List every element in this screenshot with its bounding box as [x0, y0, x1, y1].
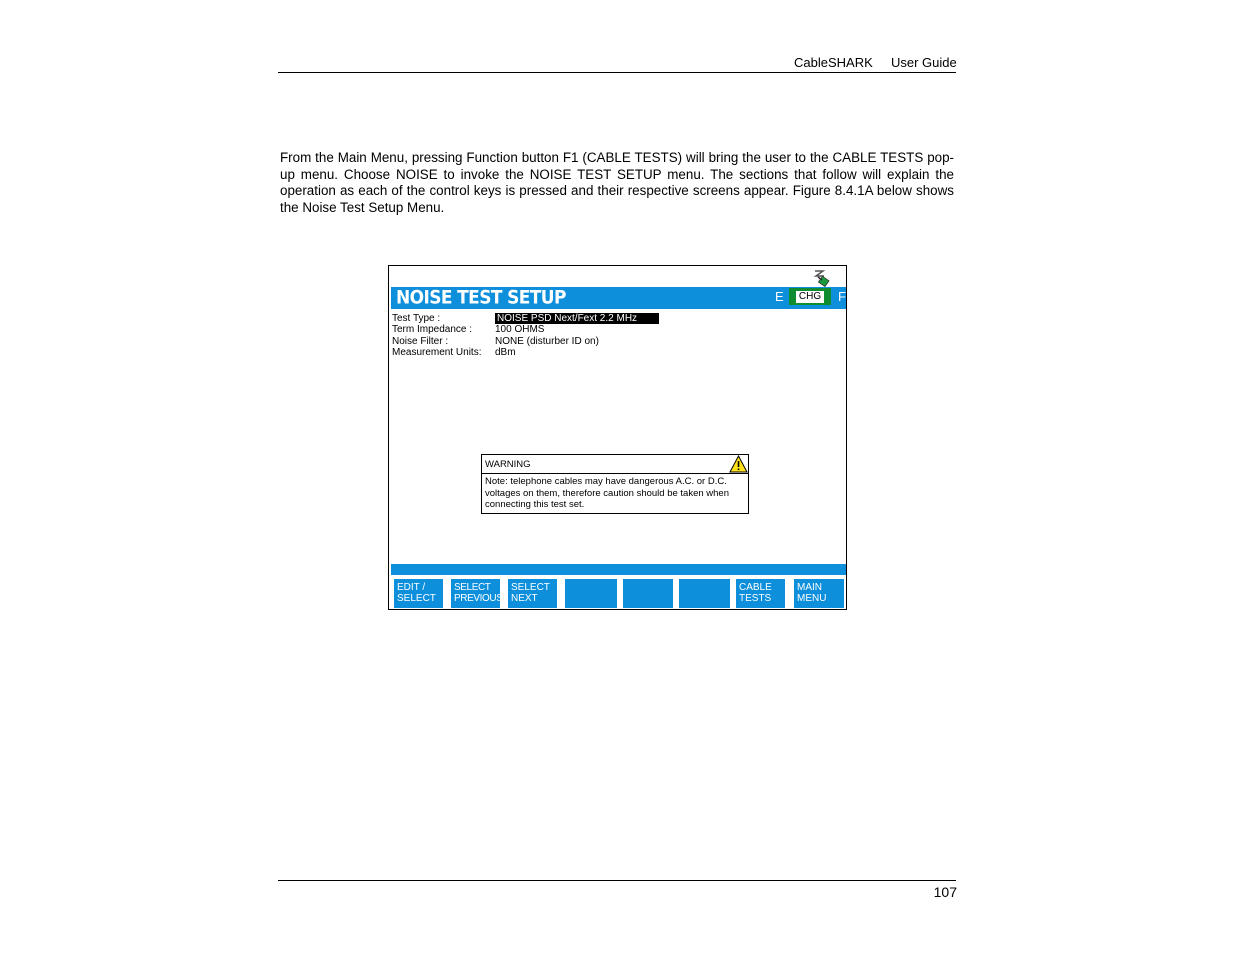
title-bar [391, 287, 846, 309]
warning-text: Note: telephone cables may have dangerous A.C. or D.C. voltages on them, therefore caution should be taken when connecting this test set. [485, 476, 729, 510]
fkey-line1: SELECT [454, 582, 491, 593]
f6-button[interactable] [679, 579, 730, 608]
warning-title: WARNING [485, 459, 531, 470]
field-label: Test Type : [392, 313, 441, 324]
footer-rule [278, 880, 956, 881]
page-number: 107 [933, 884, 957, 900]
header-rule [278, 72, 956, 73]
f2-select-previous-button[interactable] [451, 579, 503, 608]
field-label: Measurement Units: [392, 347, 482, 358]
connection-icon [811, 268, 831, 288]
field-value[interactable]: dBm [495, 347, 516, 358]
function-key-bar [394, 579, 844, 608]
fkey-line2: TESTS [739, 593, 772, 604]
f8-main-menu-button[interactable] [794, 579, 844, 608]
f3-select-next-button[interactable] [508, 579, 557, 608]
fkey-line2: NEXT [511, 593, 538, 604]
chg-badge [789, 288, 831, 305]
status-bar [391, 564, 846, 575]
warning-icon [729, 455, 748, 473]
fkey-line1: EDIT / [397, 582, 426, 593]
header-doc-title: User Guide [891, 55, 957, 70]
body-paragraph: From the Main Menu, pressing Function button F1 (CABLE TESTS) will bring the user to the CABLE TESTS pop-up menu. Choose NOISE to invoke the NOISE TEST SETUP menu. The sections that follow will explain the operation as each of the control keys is pressed and their respective screens appear. Figure 8.4.1A below shows the Noise Test Setup Menu. [280, 150, 954, 215]
device-screen [388, 265, 847, 610]
header-product: CableSHARK [794, 55, 873, 70]
fkey-line2: SELECT [397, 593, 436, 604]
fkey-line1: MAIN [797, 582, 822, 593]
field-value[interactable]: 100 OHMS [495, 324, 545, 335]
warning-dialog [481, 454, 749, 514]
field-label: Noise Filter : [392, 336, 449, 347]
warning-header [482, 455, 748, 474]
screen-title: NOISE TEST SETUP [396, 287, 566, 309]
f4-button[interactable] [565, 579, 617, 608]
field-value[interactable]: NONE (disturber ID on) [495, 336, 599, 347]
fkey-line1: SELECT [511, 582, 550, 593]
fkey-line1: CABLE [739, 582, 772, 593]
indicator-e: E [775, 289, 784, 304]
indicator-f: F [838, 289, 846, 304]
chg-label: CHG [796, 291, 824, 303]
field-value-selected[interactable]: NOISE PSD Next/Fext 2.2 MHz [495, 313, 659, 324]
f5-button[interactable] [623, 579, 673, 608]
fkey-line2: MENU [797, 593, 827, 604]
field-label: Term Impedance : [392, 324, 473, 335]
f7-cable-tests-button[interactable] [736, 579, 785, 608]
fkey-line2: PREVIOUS [454, 593, 503, 604]
f1-edit-select-button[interactable] [394, 579, 443, 608]
